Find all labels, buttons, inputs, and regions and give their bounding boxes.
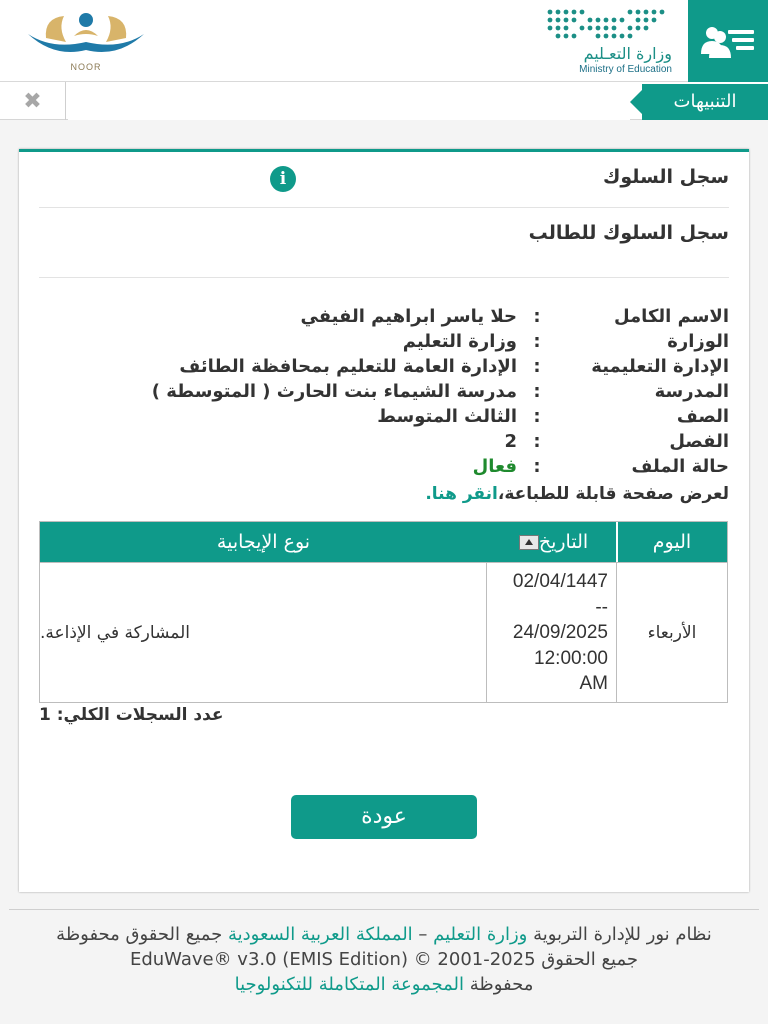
ministry-name-ar: وزارة التعـليم [583, 44, 672, 63]
field-label: حالة الملف [631, 456, 729, 477]
noor-logo[interactable] [24, 6, 148, 76]
field-label: الوزارة [667, 331, 729, 352]
status-badge: فعال [472, 456, 517, 477]
ministry-name-en: Ministry of Education [579, 64, 672, 75]
field-full-name [39, 306, 729, 331]
table-cell-day: الأربعاء [647, 622, 697, 643]
field-label: الفصل [669, 431, 729, 452]
field-label: الصف [676, 406, 729, 427]
top-header [0, 0, 768, 82]
date-line: 24/09/2025 [512, 622, 608, 643]
close-notifications-button[interactable] [0, 82, 66, 120]
behavior-table [39, 521, 728, 703]
field-value: وزارة التعليم [402, 331, 517, 352]
date-line: AM [579, 673, 608, 694]
header-separator [616, 522, 618, 562]
footer-link-kingdom[interactable]: المملكة العربية السعودية [228, 924, 413, 945]
field-education-directorate [39, 356, 729, 381]
date-line: -- [595, 596, 608, 618]
footer-line-1 [0, 922, 768, 947]
field-school [39, 381, 729, 406]
field-colon: : [533, 306, 541, 327]
page-title: سجل السلوك [602, 166, 729, 188]
footer-line-3 [0, 972, 768, 997]
close-icon: ✖ [23, 88, 42, 114]
field-colon: : [533, 331, 541, 352]
footer-text: جميع الحقوق محفوظة [56, 924, 228, 945]
column-header-date[interactable] [487, 522, 616, 562]
notifications-bar [0, 82, 768, 120]
footer-link-company[interactable]: المجموعة المتكاملة للتكنولوجيا [234, 974, 465, 995]
ministry-logo[interactable] [544, 6, 672, 78]
table-cell-type: المشاركة في الإذاعة. [40, 622, 190, 643]
print-line [425, 484, 729, 504]
user-list-icon [698, 24, 758, 58]
date-line: 12:00:00 [534, 647, 608, 669]
column-header-day: اليوم [617, 522, 727, 562]
divider [39, 277, 729, 278]
field-label: الإدارة التعليمية [591, 356, 729, 377]
total-records: عدد السجلات الكلي: 1 [39, 705, 224, 725]
footer-divider [9, 909, 759, 910]
ministry-dots-icon [544, 6, 672, 40]
footer-text: – [412, 924, 434, 945]
noor-emblem-icon [24, 6, 148, 62]
field-value: مدرسة الشيماء بنت الحارث ( المتوسطة ) [151, 381, 517, 402]
behavior-record-card [19, 149, 749, 892]
footer-line-2: جميع الحقوق EduWave® v3.0 (EMIS Edition) © 2001-2025 [129, 949, 639, 970]
field-value: 2 [504, 431, 517, 452]
footer-text: نظام نور للإدارة التربوية [527, 924, 712, 945]
section-title: سجل السلوك للطالب [528, 222, 729, 244]
footer-text: محفوظة [464, 974, 534, 995]
info-icon[interactable]: i [270, 166, 296, 192]
table-cell-date [487, 563, 616, 702]
field-colon: : [533, 406, 541, 427]
menu-button[interactable] [688, 0, 768, 82]
date-line: 02/04/1447 [512, 571, 608, 592]
column-header-type: نوع الإيجابية [40, 522, 487, 562]
field-colon: : [533, 456, 541, 477]
field-class [39, 431, 729, 456]
field-ministry [39, 331, 729, 356]
notifications-tab[interactable]: التنبيهات [642, 84, 768, 120]
column-header-date-label: التاريخ [538, 531, 589, 553]
footer-link-ministry[interactable]: وزارة التعليم [433, 924, 528, 945]
field-label: المدرسة [654, 381, 729, 402]
sort-icon[interactable] [519, 535, 539, 550]
divider [39, 207, 729, 208]
field-value: الثالث المتوسط [377, 406, 517, 427]
footer [0, 922, 768, 997]
cell-separator [616, 562, 617, 703]
field-value: الإدارة العامة للتعليم بمحافظة الطائف [179, 356, 517, 377]
field-grade [39, 406, 729, 431]
print-link[interactable]: انقر هنا. [425, 484, 498, 504]
noor-label: NOOR [70, 62, 102, 72]
field-value: حلا ياسر ابراهيم الفيفي [300, 306, 517, 327]
back-button[interactable]: عودة [291, 795, 477, 839]
field-file-status [39, 456, 729, 481]
field-colon: : [533, 356, 541, 377]
print-text: لعرض صفحة قابلة للطباعة، [497, 484, 729, 504]
field-colon: : [533, 381, 541, 402]
field-colon: : [533, 431, 541, 452]
notifications-ticker [68, 82, 630, 120]
field-label: الاسم الكامل [613, 306, 729, 327]
